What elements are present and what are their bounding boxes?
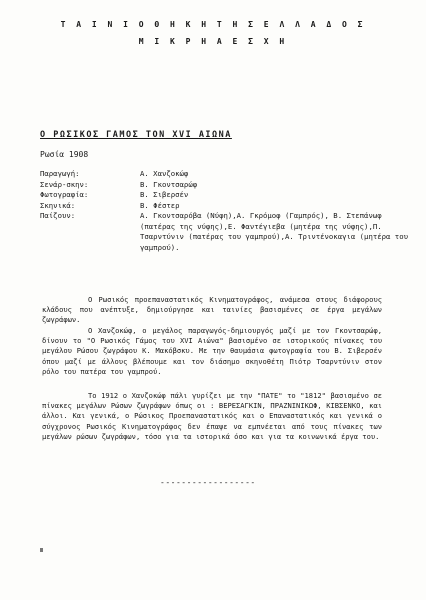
credit-value: Β. Γκοντσαρώφ: [140, 179, 198, 189]
credits-list: [40, 169, 410, 253]
paragraph-intro: Ο Ρωσικός προεπαναστατικός Κινηματογράφος, ανάμεσα στους διάφορους κλάδους που ανέπτυξε, δημιούργησε και ταινίες βασισμένες σε έργα μεγάλων ζωγράφων.: [42, 295, 382, 325]
credit-row: [40, 211, 410, 253]
archive-subheader: Μ Ι Κ Ρ Η Α Ε Σ Χ Η: [138, 37, 288, 46]
separator-line: ------------------: [160, 478, 256, 487]
credit-value: Β. Σιβερσέν: [140, 190, 189, 199]
film-title: Ο ΡΩΣΙΚΟΣ ΓΑΜΟΣ ΤΟΝ XVI ΑΙΩΝΑ: [40, 130, 232, 140]
credit-row: [40, 190, 410, 201]
credit-label: Παραγωγή:: [40, 169, 80, 178]
credit-label: Σενάρ-σκην:: [40, 179, 89, 189]
credit-row: [40, 169, 410, 180]
credit-value: Α. Χανζοκώφ: [140, 169, 189, 178]
film-origin-year: Ρωσία 1908: [40, 150, 89, 159]
paragraph-production: Ο Χανζοκώφ, ο μεγάλος παραγωγός-δημιουργός μαζί με τον Γκοντσαρώφ, δίνουν το "Ο Ρωσικός Γάμος του XVI Αιώνα" βασισμένο σε ιστορικούς πίνακες του μεγάλου Ρώσου ζωγράφου Κ. Μακόβσκυ. Με την θαυμάσια φωτογραφία του Β. Σιβερσέν όπου μαζί με άλλους βλέπουμε και τον διάσημο σκηνοθέτη Πιότρ Τσαρντύνιν στον ρόλο του πατέρα του γαμπρού.: [42, 326, 382, 376]
credit-value: Β. Φέστερ: [140, 200, 180, 210]
credit-value: Α. Γκοντσαρόβα (Νύφη),Α. Γκρόμοφ (Γαμπρός), Β. Στεπάνωφ (πατέρας της νύφης),Ε. Φαντέγιεβα (μητέρα της νύφης),Π. Τσαρντύνιν (πατέρας του γαμπρού),Α. Τριντένοκαγια (μητέρα του γαμπρού).: [140, 211, 408, 252]
credit-label: Σκηνικά:: [40, 200, 76, 210]
credit-label: Παίζουν:: [40, 211, 76, 220]
credit-row: [40, 201, 410, 212]
archive-header: Τ Α Ι Ν Ι Ο Θ Η Κ Η Τ Η Σ Ε Λ Λ Α Δ Ο Σ: [60, 20, 366, 29]
credit-label: Φωτογραφία:: [40, 190, 89, 199]
credit-row: [40, 180, 410, 191]
scan-mark: [40, 548, 43, 552]
paragraph-legacy: Το 1912 ο Χανζοκώφ πάλι γυρίζει με την "ΠΑΤΕ" το "1812" βασισμένο σε πίνακες μεγάλων Ρώσων ζωγράφων όπως οι : ΒΕΡΕΣΑΓΚΙΝ, ΠΡΑΖΝΙΝΙΚΩΦ, ΚΙΒΣΕΝΚΟ, και άλλοι. Και γενικά, ο Ρώσικος Προεπαναστατικός και ο Επαναστατικός και γενικά ο σύγχρονος Ρωσικός Κινηματογράφος δεν έπαψε να εμπνέεται από τους πίνακες των μεγάλων ρώσων ζωγράφων, τόσο για τα ιστορικά όσο και για τα κοινωνικά έργα του.: [42, 391, 382, 441]
